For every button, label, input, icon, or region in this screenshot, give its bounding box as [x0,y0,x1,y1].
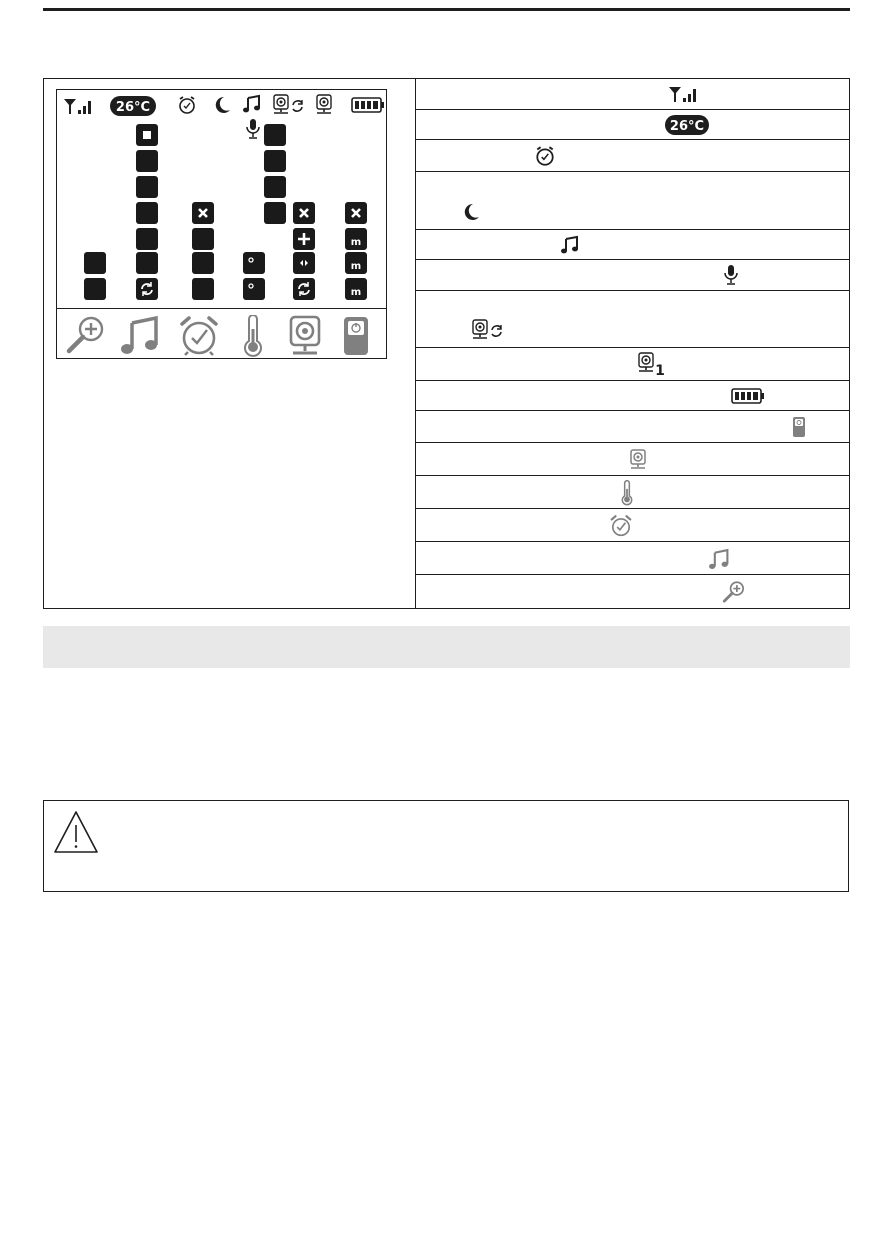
dot-indicator [243,278,265,300]
indicator-square [84,252,106,274]
camera-cycle-icon [470,319,504,345]
warning-box [43,800,849,892]
indicator-square [136,202,158,224]
warning-triangle-icon [52,809,100,859]
legend-cell [416,79,849,608]
left-right-indicator [293,252,315,274]
camera-icon[interactable] [287,315,323,361]
plus-indicator [293,228,315,250]
zoom-in-icon [722,580,746,608]
legend-row [416,110,849,140]
indicator-square [136,176,158,198]
indicator-square [192,252,214,274]
legend-row [416,476,849,509]
indicator-square [136,228,158,250]
memory-label: m [350,237,362,248]
music-note-icon[interactable] [119,315,161,359]
indicator-square [264,150,286,172]
icon-legend-table [43,78,850,609]
temperature-badge-text: 26°C [115,100,151,115]
thermometer-icon [620,480,634,510]
indicator-square [264,176,286,198]
moon-icon [462,202,480,226]
legend-row [416,575,849,608]
legend-row [416,260,849,291]
legend-row [416,79,849,110]
microphone-icon [724,264,738,290]
dot-indicator [243,252,265,274]
memory-indicator [345,278,367,300]
memory-label: m [350,287,362,298]
indicator-square [136,150,158,172]
battery-icon [731,388,765,408]
music-note-icon [708,548,730,574]
legend-row [416,381,849,411]
indicator-square [136,252,158,274]
thermometer-icon[interactable] [241,315,265,361]
camera-number-text: 1 [655,363,665,376]
alarm-clock-icon [534,145,556,171]
indicator-grid [57,90,386,308]
legend-row [416,140,849,172]
legend-row [416,443,849,476]
legend-row [416,509,849,542]
stop-indicator [136,124,158,146]
cycle-indicator [293,278,315,300]
close-indicator [293,202,315,224]
temperature-badge-text: 26°C [669,119,705,134]
legend-row [416,291,849,348]
camera-icon [628,448,648,476]
legend-row [416,348,849,381]
alarm-clock-icon[interactable] [177,315,221,361]
camera-number-icon [636,352,670,380]
menu-bar [57,308,386,360]
music-note-icon [560,235,580,259]
close-indicator [345,202,367,224]
display-diagram-cell [44,79,416,608]
top-rule [43,8,850,11]
memory-label: m [350,261,362,272]
cycle-indicator [136,278,158,300]
monitor-screen-diagram [56,89,387,359]
close-indicator [192,202,214,224]
indicator-square [264,202,286,224]
legend-row [416,230,849,260]
alarm-clock-icon [609,514,633,542]
signal-strength-icon [668,85,700,107]
indicator-square [264,124,286,146]
indicator-square [192,278,214,300]
legend-row [416,411,849,443]
parent-unit-icon [792,416,806,442]
memory-indicator [345,228,367,250]
section-heading-band [43,626,850,668]
indicator-square [192,228,214,250]
parent-unit-icon[interactable] [342,315,370,361]
legend-row [416,542,849,575]
legend-row [416,172,849,230]
indicator-square [84,278,106,300]
zoom-in-icon[interactable] [65,315,107,359]
temperature-badge-icon [665,115,709,139]
memory-indicator [345,252,367,274]
